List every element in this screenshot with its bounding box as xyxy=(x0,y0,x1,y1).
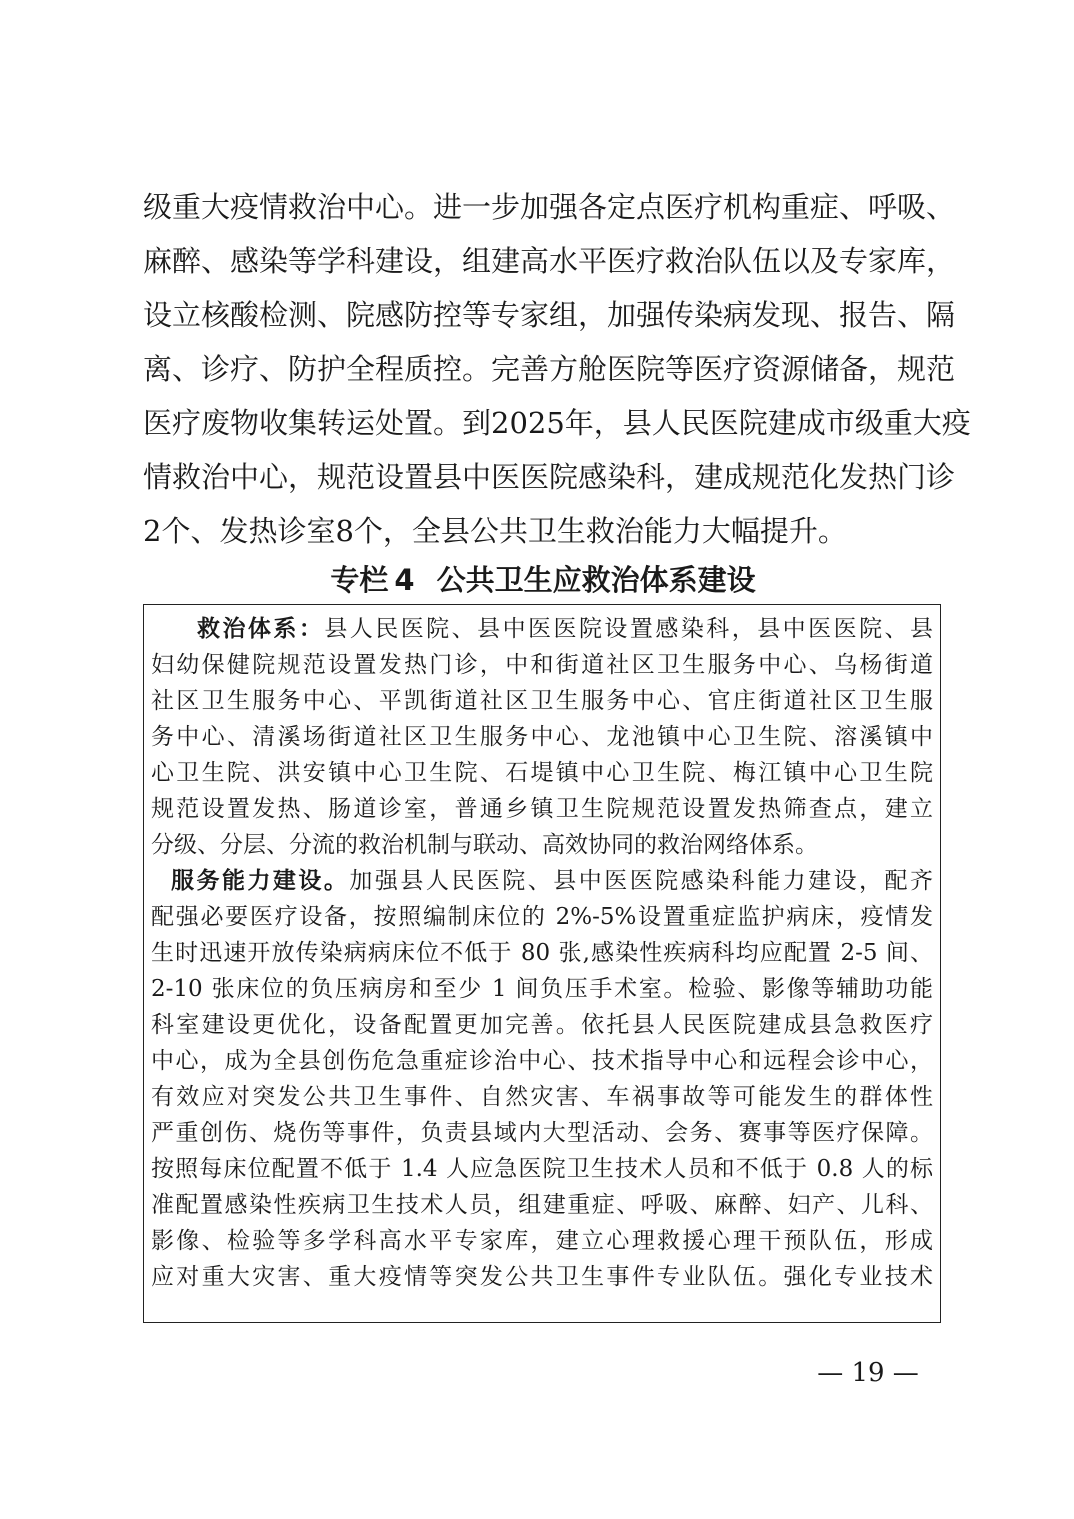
column-box-content xyxy=(151,611,933,1295)
box-line: 应对重大灾害、重大疫情等突发公共卫生事件专业队伍。强化专业技术 xyxy=(151,1264,933,1290)
box-line: 分级、分层、分流的救治机制与联动、高效协同的救治网络体系。 xyxy=(151,832,818,858)
box-paragraph-first-line xyxy=(151,611,933,647)
box-line: 2-10 张床位的负压病房和至少 1 间负压手术室。检验、影像等辅助功能 xyxy=(151,976,933,1002)
paragraph-line: 2个、发热诊室8个，全县公共卫生救治能力大幅提升。 xyxy=(143,514,847,548)
box-paragraph-first-line xyxy=(151,863,933,899)
box-line: 影像、检验等多学科高水平专家库，建立心理救援心理干预队伍，形成 xyxy=(151,1228,933,1254)
section-label: 专栏 xyxy=(330,563,389,597)
box-line: 准配置感染性疾病卫生技术人员，组建重症、呼吸、麻醉、妇产、儿科、 xyxy=(151,1192,933,1218)
box-line-text: 县人民医院、县中医医院设置感染科，县中医医院、县 xyxy=(324,616,934,642)
section-number: 4 xyxy=(394,563,415,597)
paragraph-line: 麻醉、感染等学科建设，组建高水平医疗救治队伍以及专家库， xyxy=(143,244,956,278)
box-line: 社区卫生服务中心、平凯街道社区卫生服务中心、官庄街道社区卫生服 xyxy=(151,688,933,714)
box-line: 科室建设更优化，设备配置更加完善。依托县人民医院建成县急救医疗 xyxy=(151,1012,933,1038)
box-line-text: 加强县人民医院、县中医医院感染科能力建设，配齐 xyxy=(349,868,934,894)
section-title xyxy=(143,560,943,600)
box-line: 心卫生院、洪安镇中心卫生院、石堤镇中心卫生院、梅江镇中心卫生院 xyxy=(151,760,933,786)
main-paragraph xyxy=(143,180,971,558)
box-line: 严重创伤、烧伤等事件，负责县域内大型活动、会务、赛事等医疗保障。 xyxy=(151,1120,933,1146)
box-line: 配强必要医疗设备，按照编制床位的 2%-5%设置重症监护病床，疫情发 xyxy=(151,904,933,930)
box-line: 生时迅速开放传染病病床位不低于 80 张,感染性疾病科均应配置 2-5 间、 xyxy=(151,940,933,966)
section-heading: 公共卫生应救治体系建设 xyxy=(436,563,756,597)
paragraph-line: 设立核酸检测、院感防控等专家组，加强传染病发现、报告、隔 xyxy=(143,298,956,332)
paragraph-line: 级重大疫情救治中心。进一步加强各定点医疗机构重症、呼吸、 xyxy=(143,190,956,224)
box-line: 规范设置发热、肠道诊室，普通乡镇卫生院规范设置发热筛查点，建立 xyxy=(151,796,933,822)
box-line: 按照每床位配置不低于 1.4 人应急医院卫生技术人员和不低于 0.8 人的标 xyxy=(151,1156,933,1182)
box-line: 有效应对突发公共卫生事件、自然灾害、车祸事故等可能发生的群体性 xyxy=(151,1084,933,1110)
paragraph-line: 情救治中心，规范设置县中医医院感染科，建成规范化发热门诊 xyxy=(143,460,956,494)
paragraph-line: 离、诊疗、防护全程质控。完善方舱医院等医疗资源储备，规范 xyxy=(143,352,956,386)
box-line: 妇幼保健院规范设置发热门诊，中和街道社区卫生服务中心、乌杨街道 xyxy=(151,652,933,678)
keyword-service-capacity: 服务能力建设。 xyxy=(171,868,350,894)
keyword-treatment-system: 救治体系： xyxy=(197,616,325,642)
box-line: 中心，成为全县创伤危急重症诊治中心、技术指导中心和远程会诊中心， xyxy=(151,1048,933,1074)
page-number: — 19 — xyxy=(817,1358,919,1388)
box-line: 务中心、清溪场街道社区卫生服务中心、龙池镇中心卫生院、溶溪镇中 xyxy=(151,724,933,750)
paragraph-line: 医疗废物收集转运处置。到2025年，县人民医院建成市级重大疫 xyxy=(143,406,971,440)
column-box xyxy=(143,604,941,1323)
